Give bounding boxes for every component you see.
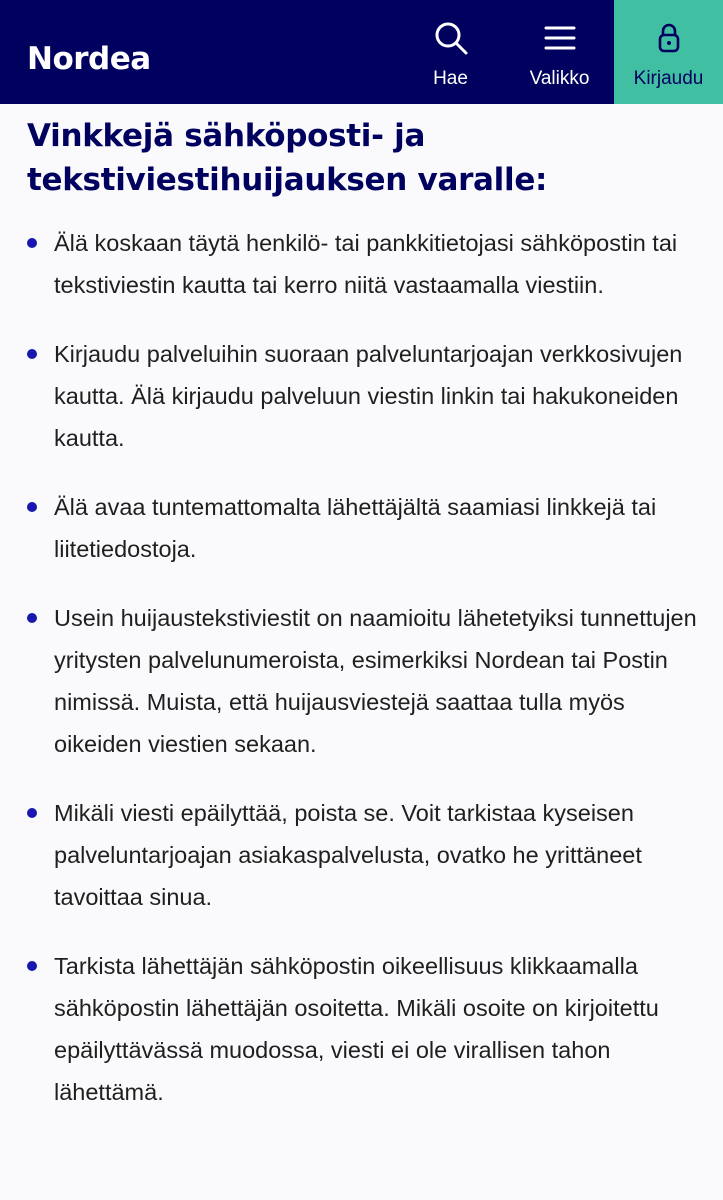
- search-button[interactable]: [396, 0, 505, 104]
- bullet-icon: [27, 808, 37, 818]
- tip-text: Älä avaa tuntemattomalta lähettäjältä saamiasi linkkejä tai liitetiedostoja.: [54, 494, 657, 562]
- article-content: [0, 104, 723, 1200]
- tip-text: Mikäli viesti epäilyttää, poista se. Voit tarkistaa kyseisen palveluntarjoajan asiakaspalvelusta, ovatko he yrittäneet tavoittaa sinua.: [54, 800, 642, 910]
- bullet-icon: [27, 349, 37, 359]
- lock-icon: [654, 20, 684, 56]
- tip-item: [27, 945, 697, 1113]
- bullet-icon: [27, 502, 37, 512]
- search-icon: [433, 20, 469, 56]
- tip-item: [27, 597, 697, 765]
- tip-text: Usein huijaustekstiviestit on naamioitu lähetetyiksi tunnettujen yritysten palvelunumeroista, esimerkiksi Nordean tai Postin nimissä. Muista, että huijausviestejä saattaa tulla myös oikeiden viestien sekaan.: [54, 605, 697, 757]
- login-button[interactable]: [614, 0, 723, 104]
- bullet-icon: [27, 613, 37, 623]
- tip-text: Tarkista lähettäjän sähköpostin oikeellisuus klikkaamalla sähköpostin lähettäjän osoitetta. Mikäli osoite on kirjoitettu epäilyttävässä muodossa, viesti ei ole virallisen tahon lähettämä.: [54, 953, 659, 1105]
- tip-text: Älä koskaan täytä henkilö- tai pankkitietojasi sähköpostin tai tekstiviestin kautta tai kerro niitä vastaamalla viestiin.: [54, 230, 678, 298]
- nordea-logo[interactable]: Nordea: [27, 41, 151, 77]
- tip-item: [27, 222, 697, 306]
- tips-list: [27, 222, 697, 1140]
- bullet-icon: [27, 961, 37, 971]
- hamburger-icon: [543, 20, 577, 56]
- tip-item: [27, 792, 697, 918]
- tip-item: [27, 333, 697, 459]
- page-title: Vinkkejä sähköposti- ja tekstiviestihuijauksen varalle:: [27, 118, 548, 198]
- menu-button[interactable]: [505, 0, 614, 104]
- menu-label: Valikko: [529, 68, 590, 89]
- bullet-icon: [27, 238, 37, 248]
- search-label: Hae: [433, 68, 468, 89]
- login-label: Kirjaudu: [633, 68, 704, 89]
- tip-text: Kirjaudu palveluihin suoraan palveluntarjoajan verkkosivujen kautta. Älä kirjaudu palveluun viestin linkin tai hakukoneiden kautta.: [54, 341, 683, 451]
- top-header: [0, 0, 723, 104]
- tip-item: [27, 486, 697, 570]
